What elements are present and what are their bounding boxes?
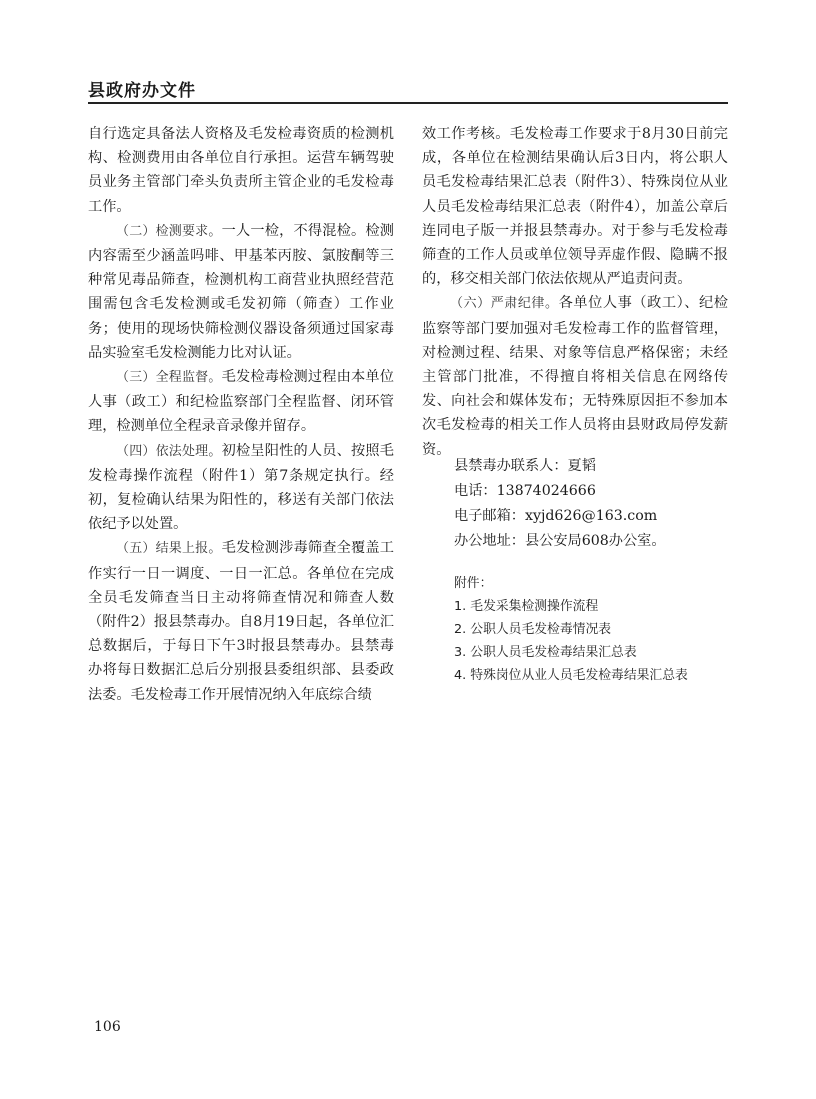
section-body: 各单位人事（政工）、纪检监察等部门要加强对毛发检毒工作的监督管理，对检测过程、结果、对象等信息严格保密；未经主管部门批准，不得擅自将相关信息在网络传发、向社会和媒体发布；无特殊原因拒不参加本次毛发检毒的相关工作人员将由县财政局停发薪资。 <box>422 295 728 458</box>
section-body: 毛发检测涉毒筛查全覆盖工作实行一日一调度、一日一汇总。各单位在完成全员毛发筛查当日主动将筛查情况和筛查人数（附件2）报县禁毒办。自8月19日起，各单位汇总数据后，于每日下午3时报县禁毒办。县禁毒办将每日数据汇总后分别报县委组织部、县委政法委。毛发检毒工作开展情况纳入年底综合绩 <box>88 540 394 703</box>
right-text-column <box>422 122 728 462</box>
section-heading-detection-requirements: （二）检测要求。 <box>116 223 222 239</box>
contact-person: 县禁毒办联系人：夏韬 <box>454 458 596 474</box>
section-heading-result-reporting: （五）结果上报。 <box>116 541 222 557</box>
contact-block <box>454 454 666 554</box>
contact-address: 办公地址：县公安局608办公室。 <box>454 533 666 549</box>
section-body: 初检呈阳性的人员、按照毛发检毒操作流程（附件1）第7条规定执行。经初，复检确认结果为阳性的，移送有关部门依法依纪予以处置。 <box>88 442 394 533</box>
paragraph-result-reporting <box>88 536 394 706</box>
section-heading-strict-discipline: （六）严肃纪律。 <box>450 296 559 312</box>
attachment-item: 3. 公职人员毛发检毒结果汇总表 <box>454 645 637 660</box>
paragraph-strict-discipline <box>422 291 728 461</box>
document-header-title: 县政府办文件 <box>88 81 196 101</box>
attachments-list <box>454 572 688 687</box>
page-number: 106 <box>94 1019 121 1035</box>
left-text-column <box>88 122 394 707</box>
header-divider <box>88 102 728 104</box>
paragraph-detection-requirements <box>88 219 394 365</box>
contact-phone: 电话：13874024666 <box>454 483 596 499</box>
paragraph-full-supervision <box>88 365 394 439</box>
attachment-item: 1. 毛发采集检测操作流程 <box>454 599 599 614</box>
section-heading-legal-handling: （四）依法处理。 <box>116 443 222 459</box>
section-body: 毛发检毒检测过程由本单位人事（政工）和纪检监察部门全程监督、闭环管理，检测单位全程录音录像并留存。 <box>88 369 394 435</box>
paragraph-continuation: 自行选定具备法人资格及毛发检毒资质的检测机构、检测费用由各单位自行承担。运营车辆驾驶员业务主管部门牵头负责所主管企业的毛发检毒工作。 <box>88 126 394 215</box>
attachments-heading: 附件： <box>454 576 493 591</box>
paragraph-continuation: 效工作考核。毛发检毒工作要求于8月30日前完成，各单位在检测结果确认后3日内，将公职人员毛发检毒结果汇总表（附件3）、特殊岗位从业人员毛发检毒结果汇总表（附件4），加盖公章后连同电子版一并报县禁毒办。对于参与毛发检毒筛查的工作人员或单位领导弄虚作假、隐瞒不报的，移交相关部门依法依规从严追责问责。 <box>422 126 728 288</box>
section-body: 一人一检，不得混检。检测内容需至少涵盖吗啡、甲基苯丙胺、氯胺酮等三种常见毒品筛查，检测机构工商营业执照经营范围需包含毛发检测或毛发初筛（筛查）工作业务；使用的现场快筛检测仪器设备须通过国家毒品实验室毛发检测能力比对认证。 <box>88 222 394 361</box>
attachment-item: 4. 特殊岗位从业人员毛发检毒结果汇总表 <box>454 668 688 683</box>
contact-email: 电子邮箱：xyjd626@163.com <box>454 508 658 524</box>
paragraph-legal-handling <box>88 439 394 537</box>
attachment-item: 2. 公职人员毛发检毒情况表 <box>454 622 612 637</box>
section-heading-full-supervision: （三）全程监督。 <box>116 370 222 386</box>
